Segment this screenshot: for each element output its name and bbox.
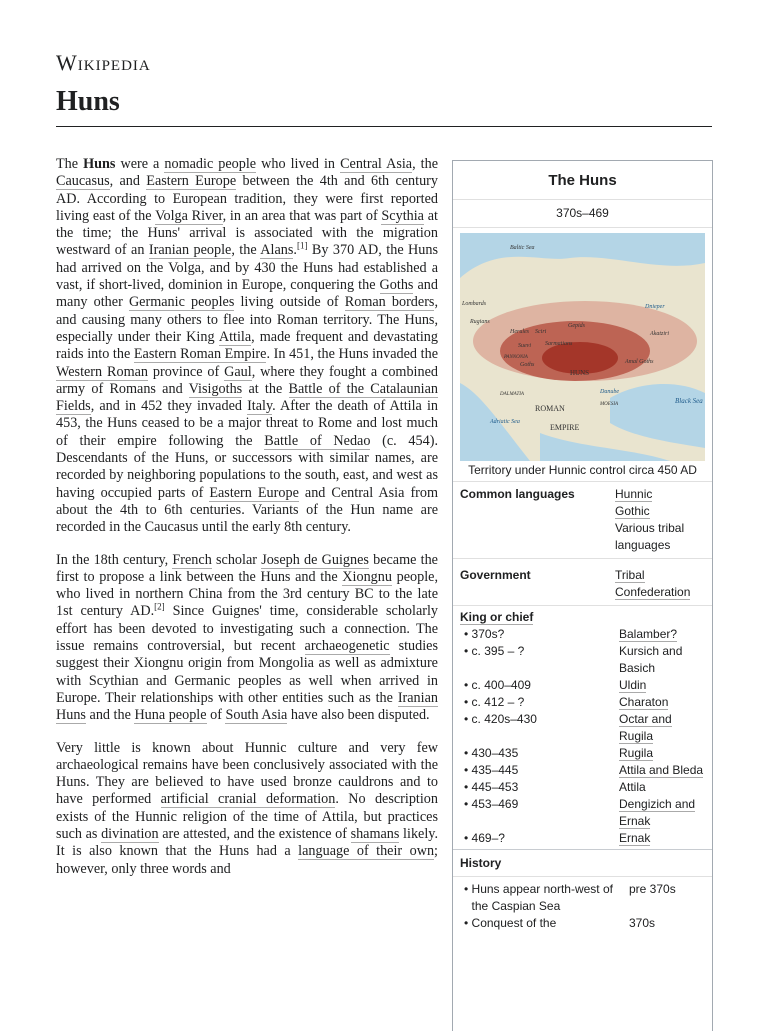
text-run: scholar <box>211 551 262 568</box>
ruler-name[interactable]: Attila and Bleda <box>619 763 704 777</box>
map-label: Sciri <box>535 329 547 335</box>
paragraph <box>56 740 438 878</box>
map-label: Danube <box>600 389 619 395</box>
king-section-link[interactable]: King or chief <box>460 610 534 624</box>
text-run: of <box>206 707 226 724</box>
article-link[interactable]: Attila <box>218 328 252 345</box>
text-run: , and in 452 they invaded <box>90 398 248 415</box>
king-row <box>453 711 712 745</box>
map-label: Baltic Sea <box>510 245 535 251</box>
article-link[interactable]: Battle of Nedao <box>264 432 371 449</box>
reign-period: • 445–453 <box>464 780 519 794</box>
reign-period: • 453–469 <box>464 797 519 811</box>
article-link[interactable]: Central Asia <box>340 156 413 172</box>
history-date: 370s <box>629 916 656 930</box>
map-label: Amal Goths <box>625 359 654 365</box>
text-run: at the <box>242 380 289 397</box>
map-label: DALMATIA <box>500 392 524 397</box>
article-link[interactable]: Joseph de Guignes <box>261 551 369 568</box>
map-label: EMPIRE <box>550 423 580 432</box>
government-link[interactable]: Tribal Confederation <box>615 568 691 599</box>
reign-period: • 469–? <box>464 831 505 845</box>
ruler-name[interactable]: Balamber? <box>619 627 678 641</box>
text-run: living outside of <box>234 294 345 311</box>
map-label: Goths <box>520 362 535 368</box>
map-label: Gepids <box>568 323 585 329</box>
article-link[interactable]: Goths <box>379 277 414 294</box>
text-run: , the <box>231 242 261 259</box>
languages-label: Common languages <box>460 487 575 501</box>
map-label: Suevi <box>518 343 531 349</box>
map-label: Black Sea <box>675 397 703 405</box>
ruler-name[interactable]: Rugila <box>619 746 654 760</box>
article-link[interactable]: Iranian Huns <box>56 689 438 724</box>
map-label: Akatziri <box>650 331 669 337</box>
article-link[interactable]: Western Roman <box>56 363 148 380</box>
ruler-name: Kursich and Basich <box>619 644 683 675</box>
government-row <box>453 559 712 606</box>
text-run: , in an area that was part of <box>222 207 382 224</box>
ruler-name[interactable]: Octar and Rugila <box>619 712 672 743</box>
map-label: Dnieper <box>645 304 665 310</box>
reign-period: • c. 400–409 <box>464 678 531 692</box>
text-run: at the time; the Huns' arrival is associated with the migration westward of an <box>56 207 438 259</box>
article-link[interactable]: Roman borders <box>344 294 435 311</box>
text-run: who lived in <box>256 156 341 172</box>
ruler-name[interactable]: Uldin <box>619 678 647 692</box>
reign-period: • 430–435 <box>464 746 519 760</box>
text-run: , made frequent and devastating raids into the <box>56 328 438 363</box>
article-link[interactable]: Eastern Roman Empire <box>133 346 267 363</box>
map-label: ROMAN <box>535 404 565 413</box>
history-label: History <box>453 850 712 877</box>
map-label: Adriatic Sea <box>490 419 520 425</box>
infobox <box>452 160 713 1031</box>
text-run: , and causing many others to flee into Roman territory. The Huns, especially under their King <box>56 294 438 345</box>
text-run: and the <box>85 707 135 724</box>
king-row <box>453 694 712 711</box>
text-run: The <box>56 156 84 172</box>
map-label: Herules <box>510 329 529 335</box>
page-title: Huns <box>56 86 120 117</box>
article-link[interactable]: Iranian people <box>148 242 232 259</box>
map-label: HUNS <box>570 369 590 377</box>
reign-period: • c. 420s–430 <box>464 712 537 726</box>
ruler-name: Attila <box>619 780 646 794</box>
article-link[interactable]: Scythia <box>381 207 424 224</box>
citation-link[interactable]: [2] <box>154 601 165 612</box>
article-link[interactable]: Huna people <box>134 707 207 724</box>
article-link[interactable]: Visigoths <box>188 380 243 397</box>
article-link[interactable]: Eastern Europe <box>146 173 237 190</box>
title-divider <box>56 126 712 127</box>
article-link[interactable]: South Asia <box>225 707 288 724</box>
article-link[interactable]: Caucasus <box>56 173 110 190</box>
article-link[interactable]: Germanic peoples <box>128 294 235 311</box>
text-run: and Central Asia from about the 4th to 6th centuries. Variants of the Hun name are recorded in the Caucasus until the early 8th century. <box>56 484 439 536</box>
article-link[interactable]: shamans <box>350 825 400 842</box>
text-run: studies suggest their Xiongnu origin from Mongolia as well as admixture with Scythian and Germanic peoples as well when arrived in Europe. Their relationships with other entities such as the <box>56 638 438 706</box>
language-link[interactable]: Gothic <box>615 504 650 518</box>
text-run: likely. It is also known that the Huns had a <box>56 825 438 860</box>
article-link[interactable]: nomadic people <box>164 156 257 172</box>
text-run: . <box>293 242 297 259</box>
text-run: were a <box>115 156 165 172</box>
king-row <box>453 643 712 677</box>
text-run: By 370 AD, the Huns had arrived on the Volga, and by 430 the Huns had established a vast, if short-lived, dominion in Europe, conquering the <box>56 242 438 294</box>
king-row <box>453 779 712 796</box>
bold-term: Huns <box>83 156 116 172</box>
map-caption: Territory under Hunnic control circa 450 AD <box>453 461 712 482</box>
text-run: (c. 454). Descendants of the Huns, or successors with similar names, are recorded by neighboring populations to the south, east, and west as having occupied parts of <box>56 432 438 501</box>
text-run: became the first to propose a link between the Huns and the <box>56 551 438 585</box>
reign-period: • c. 395 – ? <box>464 644 525 658</box>
languages-row <box>453 482 712 559</box>
king-row <box>453 830 712 847</box>
text-run: . After the death of Attila in 453, the Huns ceased to be a major threat to Rome and lost much of their empire following the <box>56 398 438 449</box>
article-link[interactable]: Volga River <box>155 207 223 224</box>
map-label: MOESIA <box>600 402 619 407</box>
text-run: Very little is known about Hunnic culture and very few archaeological remains have been conclusively associated with the Huns. They are believed to have used bronze cauldrons and to have performed <box>56 739 438 808</box>
citation-link[interactable]: [1] <box>296 240 308 251</box>
history-date: pre 370s <box>629 882 676 896</box>
history-event: • Conquest of the <box>464 916 557 930</box>
ruler-name[interactable]: Dengizich and Ernak <box>619 797 696 828</box>
ruler-name[interactable]: Charaton <box>619 695 669 709</box>
text-run: and many other <box>56 277 438 311</box>
history-row <box>453 881 712 915</box>
article-link[interactable]: language of their own <box>298 843 435 860</box>
reign-period: • 370s? <box>464 627 505 641</box>
king-row <box>453 796 712 830</box>
article-link[interactable]: Xiongnu <box>342 568 392 585</box>
paragraph <box>56 552 438 725</box>
reign-period: • 435–445 <box>464 763 519 777</box>
map-label: Lombards <box>462 301 487 307</box>
map-label: Sarmatians <box>545 341 573 347</box>
text-run: have also been disputed. <box>287 707 430 724</box>
text-run: , where they fought a combined army of Romans and <box>56 363 438 397</box>
text-run: . No description exists of the Hunnic religion of the time of Attila, but practices such as <box>56 791 438 842</box>
article-link[interactable]: artificial cranial deformation <box>160 791 336 808</box>
text-run: , the <box>412 156 438 172</box>
text-run: , and <box>109 173 147 190</box>
text-run: people, who lived in northern China from the 3rd century BC to the late 1st century AD. <box>56 568 438 620</box>
text-run: province of <box>148 363 225 380</box>
infobox-title: The Huns <box>453 161 712 200</box>
king-row <box>453 762 712 779</box>
history-row <box>453 915 712 932</box>
history-event: • Huns appear north-west of the Caspian Sea <box>464 882 613 913</box>
article-link[interactable]: Gaul <box>224 363 252 380</box>
article-link[interactable]: Alans <box>260 242 294 259</box>
article-link[interactable]: French <box>172 551 212 568</box>
text-run: between the 4th and 6th century AD. According to European tradition, they were first reported living east of the <box>56 173 438 224</box>
ruler-name[interactable]: Ernak <box>619 831 651 845</box>
text-run: Since Guignes' time, considerable scholarly effort has been devoted to investigating such a connection. The issue remains controversial, but recent <box>56 603 439 655</box>
text-run: ; however, only three words and <box>56 843 438 877</box>
article-link[interactable]: archaeogenetic <box>304 638 390 655</box>
text-run: In the 18th century, <box>56 551 173 568</box>
article-link[interactable]: divination <box>101 825 159 842</box>
language-item: Various tribal languages <box>615 521 685 552</box>
text-run: are attested, and the existence of <box>158 825 351 842</box>
king-row <box>453 745 712 762</box>
article-link[interactable]: Battle of the Catalaunian Fields <box>56 380 439 415</box>
king-row <box>453 626 712 643</box>
article-link[interactable]: Italy <box>247 398 273 415</box>
wikipedia-logo[interactable]: Wikipedia <box>56 50 151 75</box>
text-run: . In 451, the Huns invaded the <box>266 346 438 363</box>
infobox-period: 370s–469 <box>453 200 712 228</box>
language-link[interactable]: Hunnic <box>615 487 653 501</box>
paragraph <box>56 156 438 537</box>
map-label: Rugians <box>470 319 490 325</box>
territory-map[interactable] <box>460 233 705 461</box>
map-label: PANNONIA <box>504 355 528 360</box>
king-row <box>453 677 712 694</box>
reign-period: • c. 412 – ? <box>464 695 525 709</box>
government-label: Government <box>460 568 531 582</box>
article-body <box>56 156 438 893</box>
article-link[interactable]: Eastern Europe <box>209 484 299 501</box>
